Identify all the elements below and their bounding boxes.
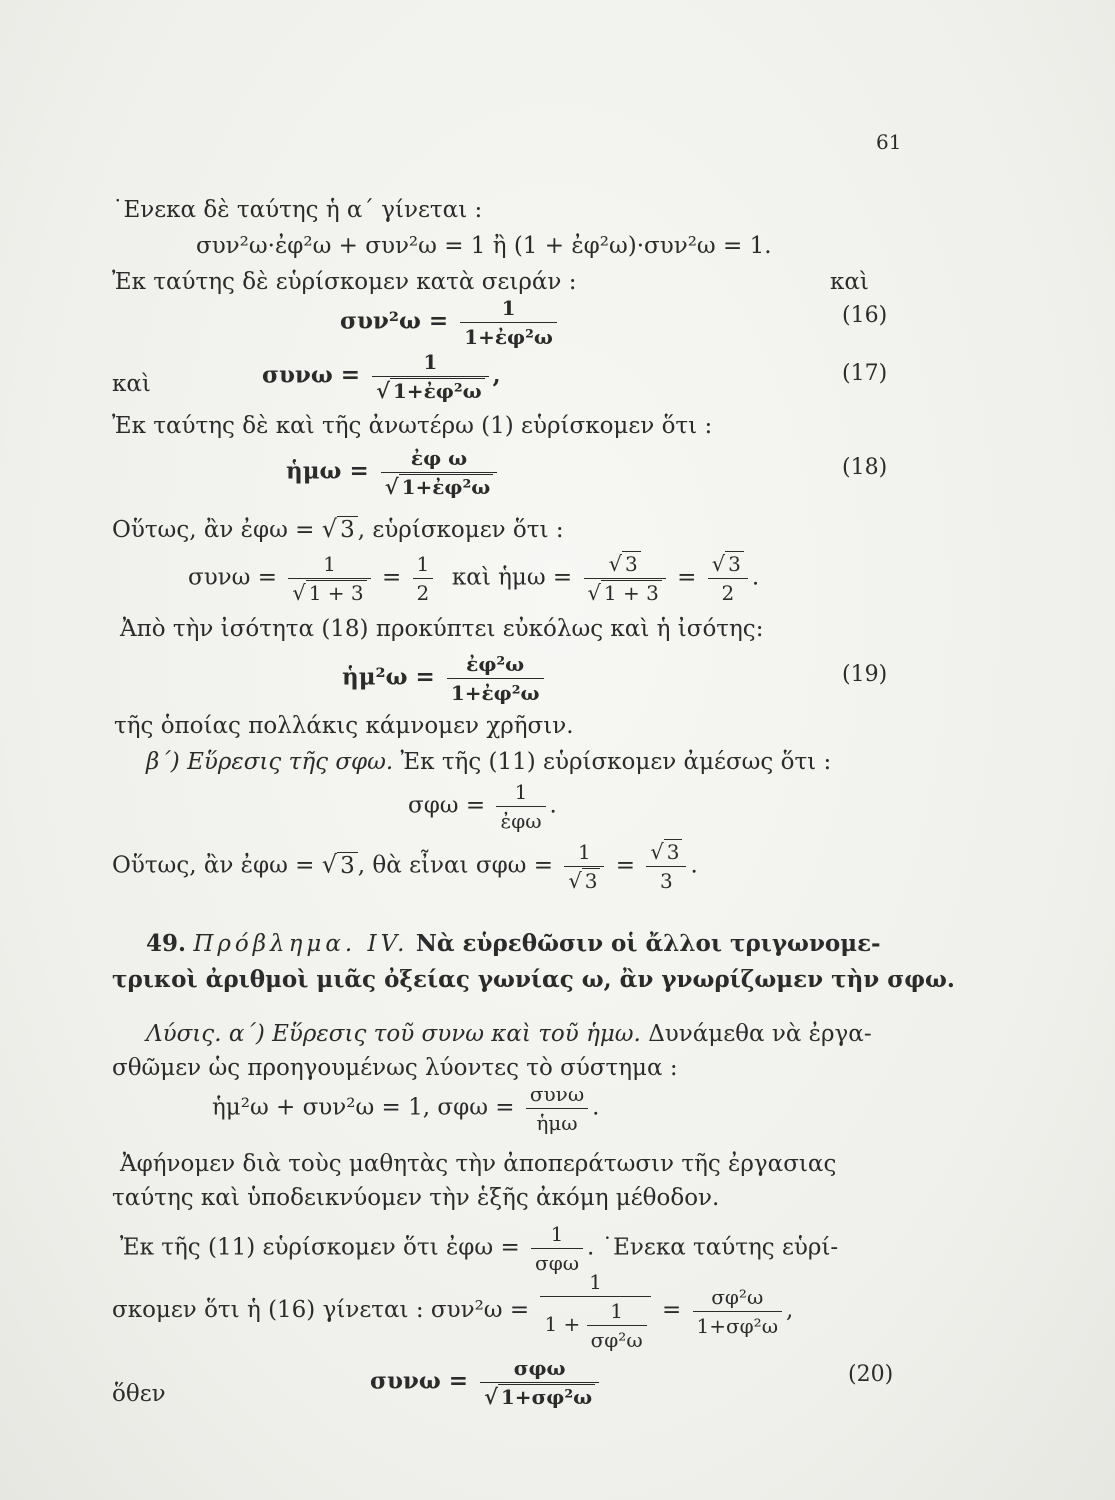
equation-lhs: συν²ω = (340, 307, 449, 335)
equation-line: σφω = $\frac{1}{\text{ἐφω}}$ . (408, 780, 557, 833)
equation-19 (342, 652, 548, 705)
text-line: Οὕτως, ἂν ἐφω = √ 3 , εὑρίσκομεν ὅτι : (112, 515, 564, 543)
equation-number: (16) (842, 303, 888, 328)
numerator: ἐφ ω (381, 446, 498, 473)
equation-line: ἡμ²ω + συν²ω = 1, σφω = $\frac{\text{συνω}}{\text{ἡμω}}$ . (212, 1082, 600, 1135)
fraction: $\frac{1}{\text{σφω}}$ (531, 1222, 583, 1275)
fraction: $\frac{1}{√ 3}$ (564, 840, 604, 893)
text-line: Ἐκ ταύτης δὲ εὑρίσκομεν κατὰ σειράν : (112, 269, 577, 295)
text-line: καὶ (112, 371, 151, 397)
page-number: 61 (876, 130, 902, 154)
equation-line: συν²ω·ἐφ²ω + συν²ω = 1 ἢ (1 + ἐφ²ω)·συν²ω = 1. (196, 233, 772, 259)
fraction (381, 446, 498, 499)
text-line: Ἀφήνομεν διὰ τοὺς μαθητὰς τὴν ἀποπεράτωσιν τῆς ἐργασιας (120, 1151, 837, 1177)
equation-17: συνω = $\frac{1}{\text{√ 1+ἐφ²ω}}$ , (262, 350, 501, 403)
numerator: 1 (460, 296, 557, 323)
equation-line: σκομεν ὅτι ἡ (16) γίνεται : συν²ω = 1 1 + $\frac{1}{\text{σφ²ω}}$ = $\frac{\text{σφ²ω}}{\text{1+σφ²ω}}$ , (112, 1270, 794, 1352)
text-line: ὅθεν (112, 1381, 166, 1407)
problem-heading-cont: τρικοὶ ἀριθμοὶ μιᾶς ὀξείας γωνίας ω, ἂν γνωρίζωμεν τὴν σφω. (112, 966, 955, 993)
fraction: $\frac{1}{\text{σφ²ω}}$ (587, 1299, 647, 1352)
fraction: $\frac{\text{σφω}}{\text{√ 1+σφ²ω}}$ (480, 1356, 599, 1409)
fraction: $\frac{√ 3}{√ 1 + 3}$ (584, 552, 666, 605)
fraction (372, 350, 489, 403)
fraction: $\frac{√ 3}{2}$ (708, 552, 748, 605)
denominator: 1+ἐφ²ω (464, 325, 553, 349)
equation-number: (19) (842, 662, 888, 687)
equation-20 (370, 1356, 603, 1409)
equation-18 (286, 446, 501, 499)
text-line: Ἀπὸ τὴν ἰσότητα (18) προκύπτει εὐκόλως καὶ ἡ ἰσότης: (120, 616, 764, 642)
fraction: $\frac{√ 3}{3}$ (646, 840, 686, 893)
equation-number: (20) (848, 1362, 894, 1387)
equation-line: Ἐκ τῆς (11) εὑρίσκομεν ὅτι ἐφω = $\frac{1}{\text{σφω}}$ . ˙Ενεκα ταύτης εὑρί- (120, 1222, 839, 1275)
fraction (460, 296, 557, 349)
equation-lhs: συνω = (370, 1367, 469, 1395)
equation-lhs: συνω = (262, 361, 361, 389)
fraction: $\frac{1}{2}$ (413, 552, 434, 605)
equation-number: (18) (842, 455, 888, 480)
text-line: σθῶμεν ὡς προηγουμένως λύοντες τὸ σύστημα : (112, 1055, 678, 1081)
fraction: $\frac{\text{ἐφ²ω}}{\text{1+ἐφ²ω}}$ (447, 652, 544, 705)
equation-number: (17) (842, 361, 888, 386)
equation-lhs: ἡμ²ω = (342, 663, 435, 691)
text-line: καὶ (830, 269, 869, 295)
sqrt-value: 3 (337, 516, 358, 543)
denominator: √ 1+ἐφ²ω (381, 473, 498, 499)
equation-16 (340, 296, 561, 349)
fraction: $\frac{\text{συνω}}{\text{ἡμω}}$ (526, 1082, 588, 1135)
text-line: ταύτης καὶ ὑποδεικνύομεν τὴν ἑξῆς ἀκόμη μέθοδον. (112, 1185, 720, 1211)
equation-lhs: ἡμω = (286, 457, 369, 485)
text-line: ˙Ενεκα δὲ ταύτης ἡ α΄ γίνεται : (112, 197, 483, 223)
fraction: $\frac{1}{√ 1 + 3}$ (288, 552, 370, 605)
equation-line: Οὕτως, ἂν ἐφω = √ 3 , θὰ εἶναι σφω = $\frac{1}{√ 3}$ = $\frac{√ 3}{3}$ . (112, 840, 698, 893)
fraction: $\frac{\text{σφ²ω}}{\text{1+σφ²ω}}$ (693, 1285, 782, 1338)
text-line: Ἐκ ταύτης δὲ καὶ τῆς ἀνωτέρω (1) εὑρίσκομεν ὅτι : (112, 413, 713, 439)
text-line: Λύσις. α΄) Εὕρεσις τοῦ συνω καὶ τοῦ ἡμω. Δυνάμεθα νὰ ἐργα- (146, 1021, 872, 1047)
text-line: β΄) Εὕρεσις τῆς σφω. Ἐκ τῆς (11) εὑρίσκομεν ἀμέσως ὅτι : (146, 749, 832, 775)
equation-line: συνω = $\frac{1}{√ 1 + 3}$ = $\frac{1}{2}$ καὶ ἡμω = $\frac{√ 3}{√ 1 + 3}$ = $\frac{√ 3}{2}$ . (188, 552, 760, 605)
denominator: √ 1+ἐφ²ω (372, 377, 489, 403)
text-line: τῆς ὁποίας πολλάκις κάμνομεν χρῆσιν. (114, 713, 574, 739)
fraction: 1 1 + $\frac{1}{\text{σφ²ω}}$ (540, 1270, 650, 1352)
problem-heading: 49. Πρόβλημα. IV. Νὰ εὑρεθῶσιν οἱ ἄλλοι τριγωνομε- (146, 930, 881, 957)
fraction: $\frac{1}{\text{ἐφω}}$ (496, 780, 545, 833)
numerator: 1 (372, 350, 489, 377)
